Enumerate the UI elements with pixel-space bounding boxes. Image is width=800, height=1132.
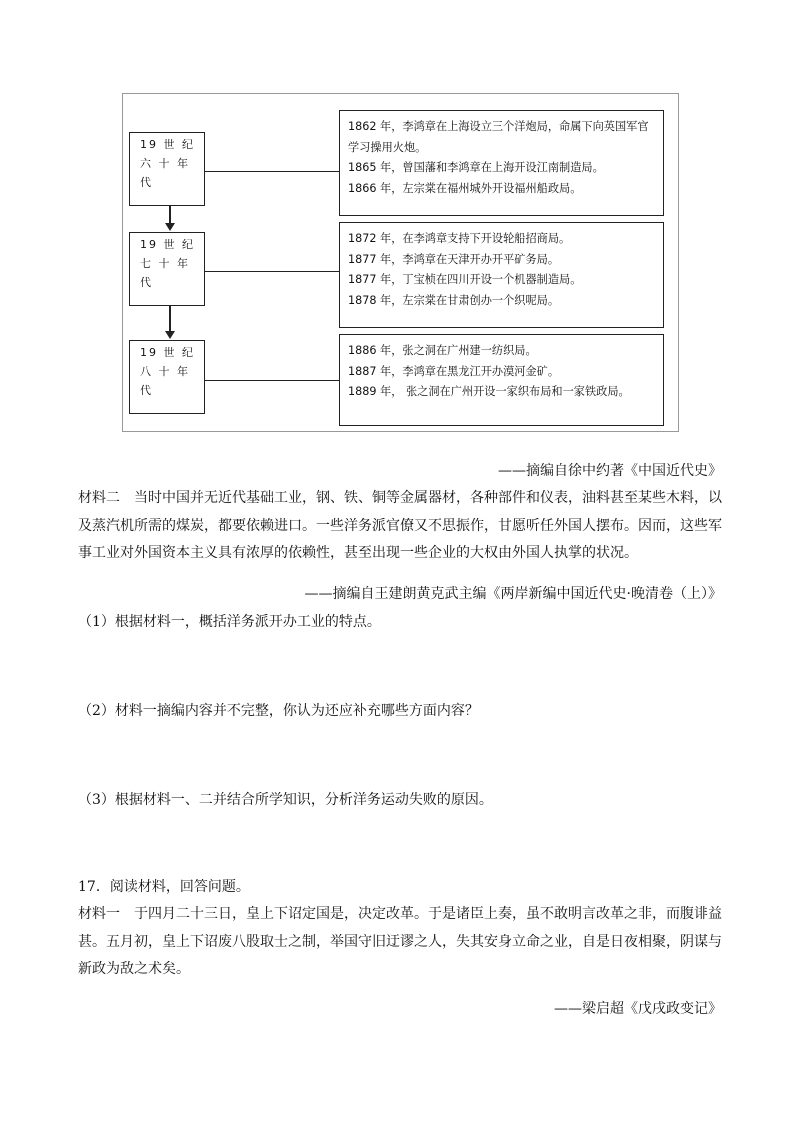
connector-line [205,271,339,272]
era-box-1860s [129,132,205,206]
material-two-paragraph: 材料二 当时中国并无近代基础工业，钢、铁、铜等金属器材，各种部件和仪表，油料甚至某些木料，以及蒸汽机所需的煤炭，都要依赖进口。一些洋务派官僚又不思振作，甘愿听任外国人摆布。因而，这些军事工业对外国资本主义具有浓厚的依赖性，甚至出现一些企业的大权由外国人执掌的状况。 [78,490,722,561]
event-item: 1865 年，曾国藩和李鸿章在上海开设江南制造局。 [348,161,604,174]
question-3: （3）根据材料一、二并结合所学知识，分析洋务运动失败的原因。 [78,792,493,808]
event-item: 1862 年，李鸿章在上海设立三个洋炮局，命属下向英国军官学习操用火炮。 [348,120,649,154]
era-label-line: 六 十 年 [140,157,190,170]
event-item: 1866 年，左宗棠在福州城外开设福州船政局。 [348,181,582,195]
arrow-down-icon [165,331,175,339]
era-label-line: 19 世 纪 [140,138,195,151]
source-citation-1: ——摘编自徐中约著《中国近代史》 [498,463,722,479]
era-label-line: 八 十 年 [140,365,190,378]
question-2: （2）材料一摘编内容并不完整，你认为还应补充哪些方面内容？ [78,703,479,719]
question-1: （1）根据材料一，概括洋务派开办工业的特点。 [78,614,381,630]
event-item: 1877 年，李鸿章在天津开办开平矿务局。 [348,252,560,266]
event-item: 1877 年，丁宝桢在四川开设一个机器制造局。 [348,273,582,286]
era-label-line: 七 十 年 [140,257,190,270]
era-label-line: 代 [140,384,153,397]
era-label-line: 代 [140,276,153,289]
era-box-1880s [129,340,205,414]
event-item: 1887 年，李鸿章在黑龙江开办漠河金矿。 [348,364,560,378]
arrow-down-icon [165,223,175,231]
era-label-line: 19 世 纪 [140,346,195,359]
arrow-down-line [169,206,171,224]
timeline-diagram [122,93,679,432]
event-item: 1889 年， 张之洞在广州开设一家织布局和一家铁政局。 [348,385,630,398]
era-label-line: 代 [140,176,153,189]
era-box-1870s [129,232,205,306]
event-item: 1872 年，在李鸿章支持下开设轮船招商局。 [348,232,571,245]
connector-line [205,380,339,381]
event-box-1870s [339,222,664,328]
source-citation-3: ——梁启超《戊戌政变记》 [554,1001,722,1017]
source-citation-2: ——摘编自王建朗黄克武主编《两岸新编中国近代史·晚清卷（上）》 [304,586,722,602]
question-17-heading: 17．阅读材料，回答问题。 [78,879,250,895]
arrow-down-line [169,306,171,332]
connector-line [205,171,339,172]
event-box-1880s [339,334,664,426]
era-label-line: 19 世 纪 [140,238,195,251]
event-item: 1878 年，左宗棠在甘肃创办一个织呢局。 [348,293,560,307]
event-box-1860s [339,110,664,216]
event-item: 1886 年，张之洞在广州建一纺织局。 [348,344,537,357]
q17-material-one-paragraph: 材料一 于四月二十三日，皇上下诏定国是，决定改革。于是诸臣上奏，虽不敢明言改革之非，而腹诽益甚。五月初，皇上下诏废八股取士之制，举国守旧迂谬之人，失其安身立命之业，自是日夜相聚，阴谋与新政为敌之术矣。 [78,906,722,977]
